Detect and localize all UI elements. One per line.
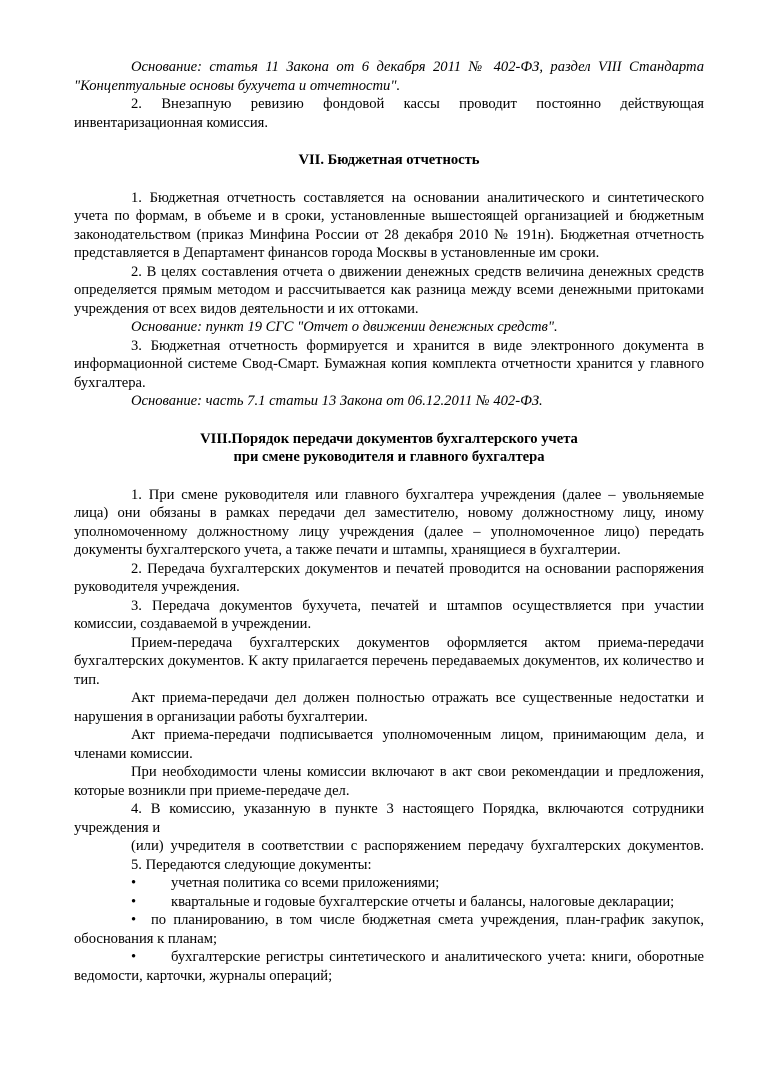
paragraph: 3. Бюджетная отчетность формируется и хранится в виде электронного документа в информационной системе Свод-Смарт. Бумажная копия комплекта отчетности хранится у главного бухгалтера. xyxy=(74,337,704,391)
section-heading-viii-line2: при смене руководителя и главного бухгалтера xyxy=(233,449,545,465)
paragraph: 2. Внезапную ревизию фондовой кассы проводит постоянно действующая инвентаризационная комиссия. xyxy=(74,96,704,131)
paragraph: Акт приема-передачи дел должен полностью отражать все существенные недостатки и нарушения в организации работы бухгалтерии. xyxy=(74,690,704,725)
paragraph: Акт приема-передачи подписывается уполномоченным лицом, принимающим дела, и членами комиссии. xyxy=(74,727,704,762)
document-page xyxy=(74,58,704,985)
list-item: • учетная политика со всеми приложениями; xyxy=(131,875,440,891)
basis-note: Основание: статья 11 Закона от 6 декабря 2011 № 402-ФЗ, раздел VIII Стандарта "Концептуальные основы бухучета и отчетности". xyxy=(74,59,704,94)
paragraph: 1. Бюджетная отчетность составляется на основании аналитического и синтетического учета по формам, в объеме и в сроки, установленные вышестоящей организацией и бюджетным законодательством (приказ Минфина России от 28 декабря 2010 № 191н). Бюджетная отчетность представляется в Департамент финансов города Москвы в установленные им сроки. xyxy=(74,189,704,261)
paragraph: При необходимости члены комиссии включают в акт свои рекомендации и предложения, которые возникли при приеме-передаче дел. xyxy=(74,764,704,799)
paragraph: 1. При смене руководителя или главного бухгалтера учреждения (далее – увольняемые лица) они обязаны в рамках передачи дел заместителю, новому должностному лицу, иному уполномоченному должностному лицу учреждения (далее – уполномоченное лицо) передать документы бухгалтерского учета, а также печати и штампы, хранящиеся в бухгалтерии. xyxy=(74,486,704,558)
paragraph: (или) учредителя в соответствии с распоряжением передачу бухгалтерских документов. xyxy=(131,838,704,854)
bullet-icon: • xyxy=(131,912,137,928)
bullet-icon: • xyxy=(131,893,137,910)
bullet-icon: • xyxy=(131,875,137,891)
basis-note: Основание: пункт 19 СГС "Отчет о движении денежных средств". xyxy=(131,319,558,335)
paragraph: 2. Передача бухгалтерских документов и печатей проводится на основании распоряжения руководителя учреждения. xyxy=(74,560,704,595)
list-item: • бухгалтерские регистры синтетического и аналитического учета: книги, оборотные ведомости, карточки, журналы операций; xyxy=(74,949,704,984)
section-heading-viii: VIII.Порядок передачи документов бухгалтерского учета xyxy=(200,430,578,447)
basis-note: Основание: часть 7.1 статьи 13 Закона от 06.12.2011 № 402-ФЗ. xyxy=(131,393,543,409)
bullet-icon: • xyxy=(131,949,137,965)
paragraph: 3. Передача документов бухучета, печатей и штампов осуществляется при участии комиссии, создаваемой в учреждении. xyxy=(74,597,704,632)
list-item: • квартальные и годовые бухгалтерские отчеты и балансы, налоговые декларации; xyxy=(131,893,675,910)
section-heading-vii: VII. Бюджетная отчетность xyxy=(298,152,480,168)
paragraph: 2. В целях составления отчета о движении денежных средств величина денежных средств определяется прямым методом и рассчитывается как разница между всеми денежными притоками учреждения от всех видов деятельности и их оттоками. xyxy=(74,263,704,317)
paragraph: 4. В комиссию, указанную в пункте 3 настоящего Порядка, включаются сотрудники учреждения и xyxy=(74,801,704,836)
list-item: • по планированию, в том числе бюджетная смета учреждения, план-график закупок, обоснования к планам; xyxy=(74,912,704,947)
paragraph: Прием-передача бухгалтерских документов оформляется актом приема-передачи бухгалтерских документов. К акту прилагается перечень передаваемых документов, их количество и тип. xyxy=(74,634,704,688)
paragraph: 5. Передаются следующие документы: xyxy=(131,856,372,873)
